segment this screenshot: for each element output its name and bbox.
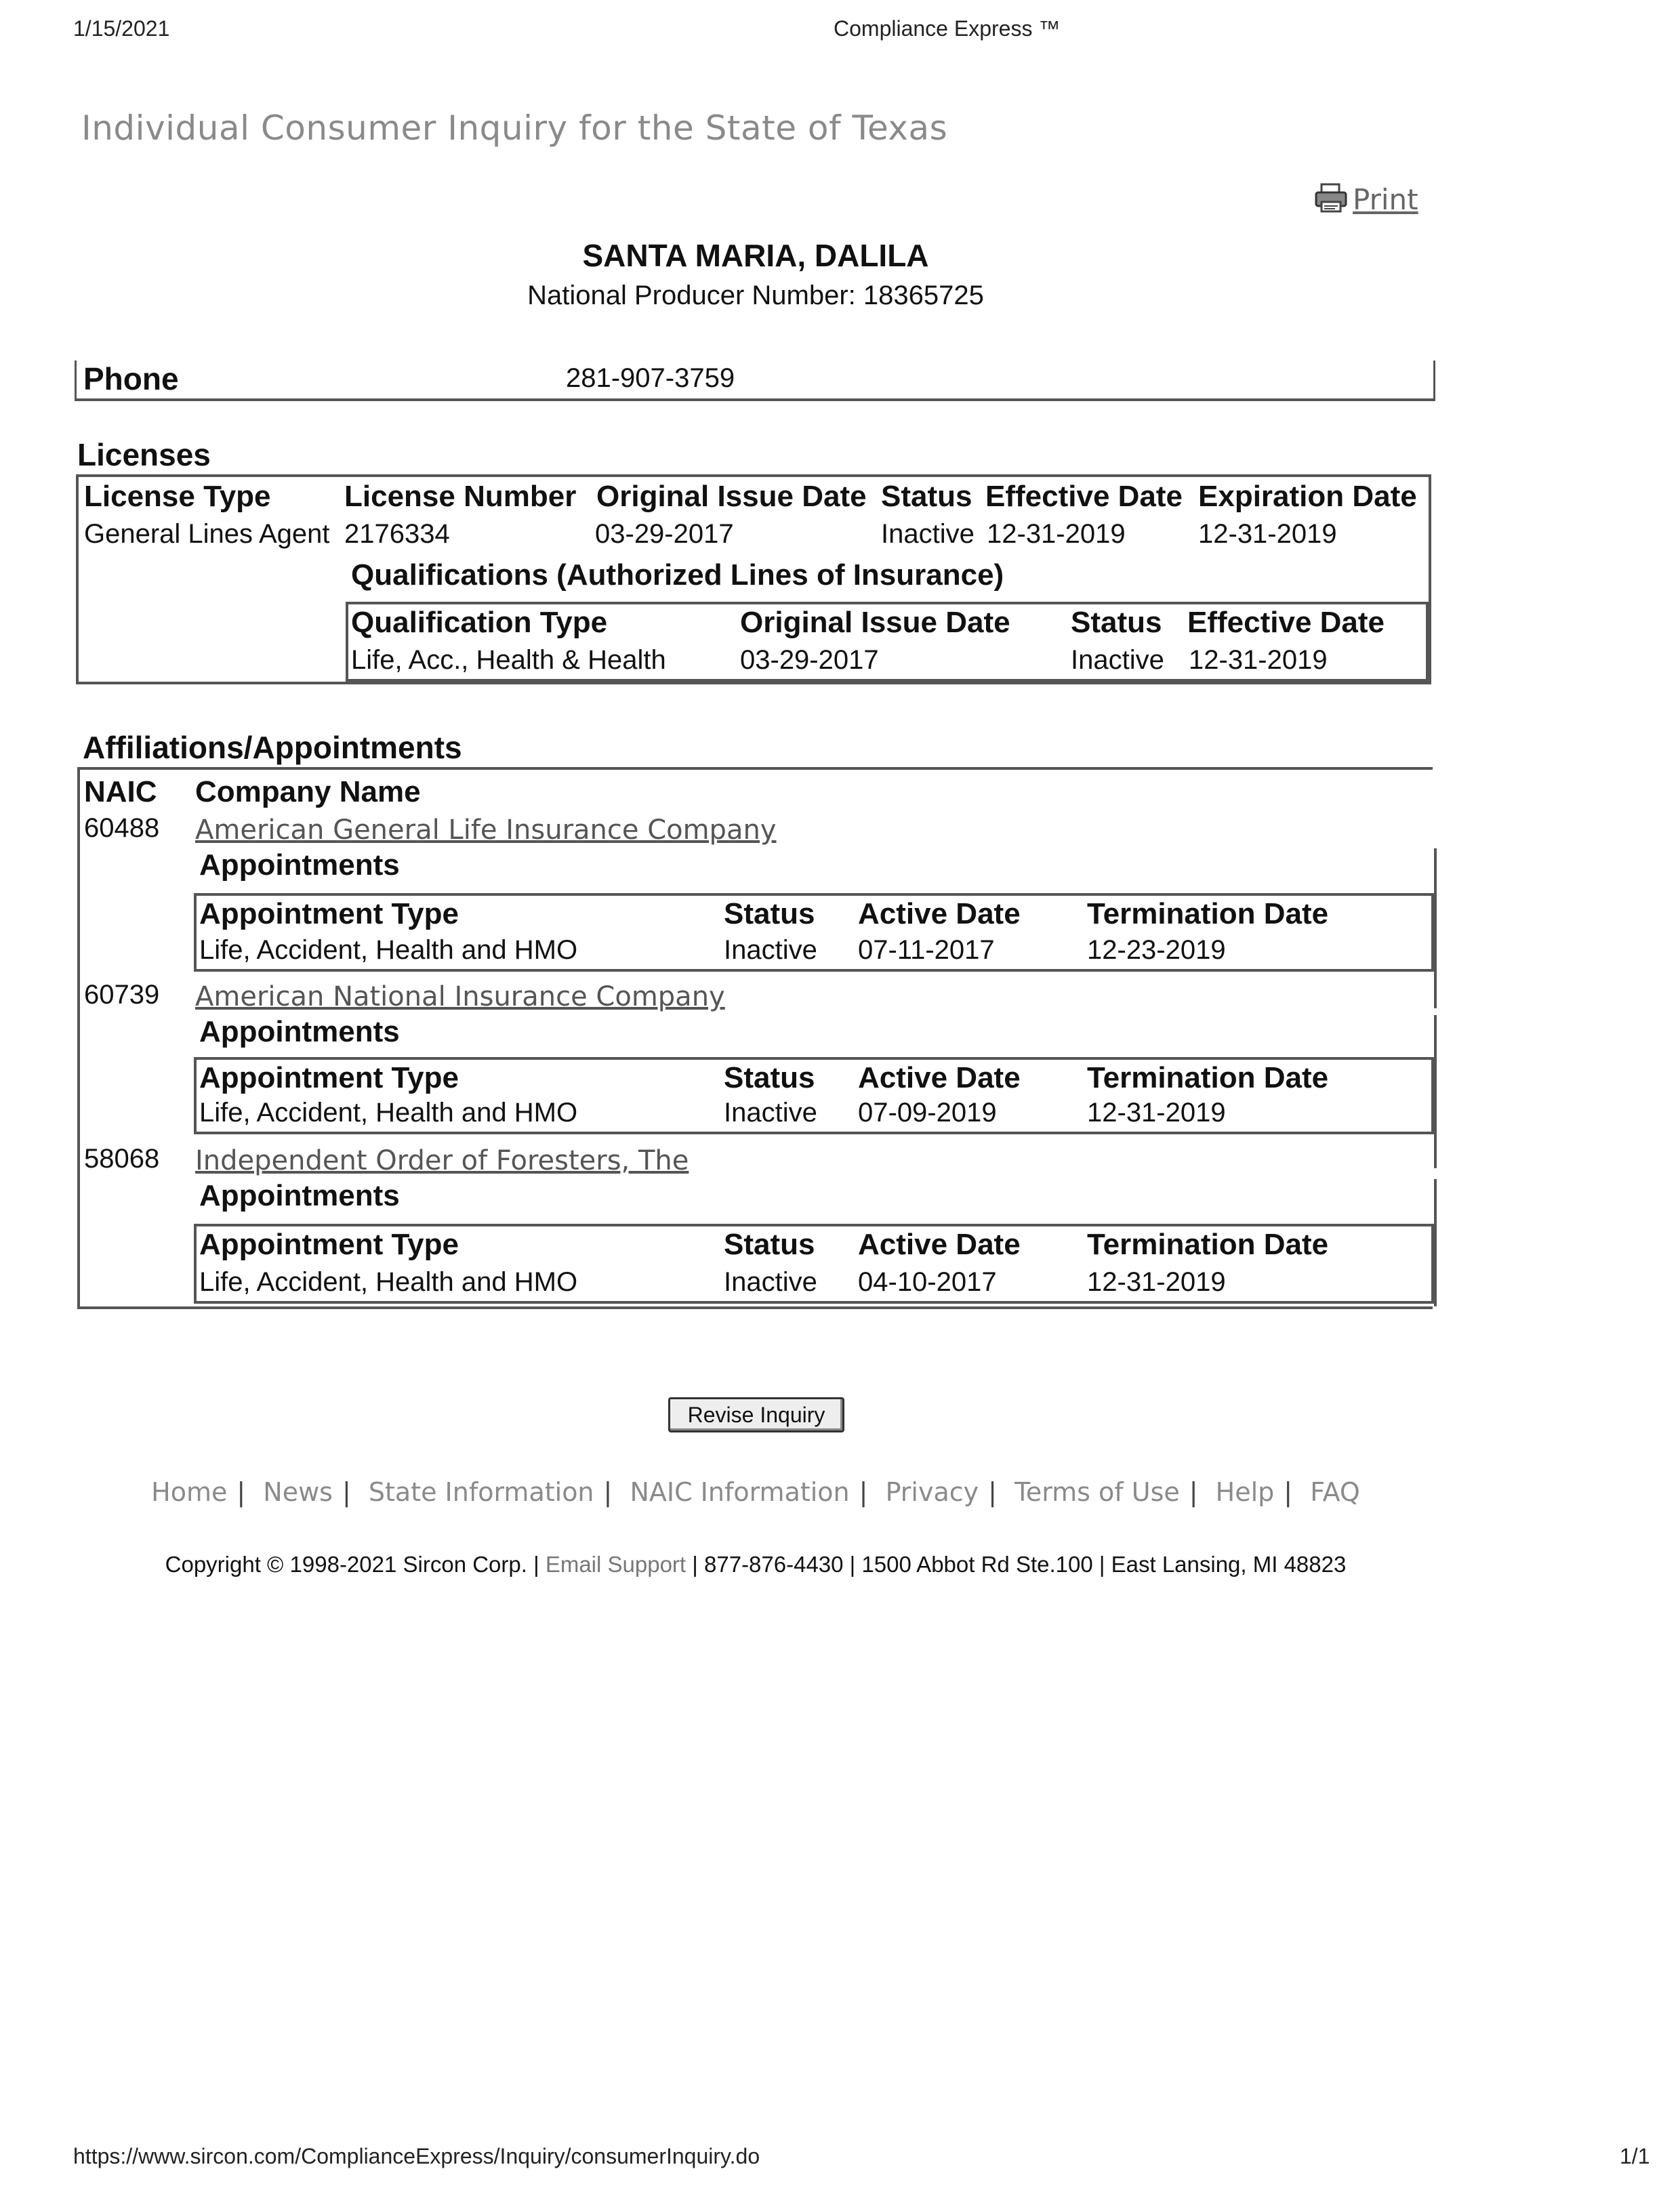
printer-icon <box>1313 182 1349 218</box>
license-type-value: General Lines Agent <box>84 519 330 549</box>
nav-separator: | <box>1189 1477 1198 1507</box>
col-termination-date: Termination Date <box>1087 1228 1329 1261</box>
col-active-date: Active Date <box>858 1228 1021 1261</box>
appt-status-value: Inactive <box>724 935 817 965</box>
appt-active-value: 04-10-2017 <box>858 1267 997 1297</box>
nav-separator: | <box>988 1477 997 1507</box>
col-qualification-type: Qualification Type <box>351 606 608 639</box>
print-app-title: Compliance Express ™ <box>834 16 1061 41</box>
affiliations-heading: Affiliations/Appointments <box>83 730 462 765</box>
appointments-table <box>194 1224 1434 1304</box>
license-effective-value: 12-31-2019 <box>987 519 1126 549</box>
appt-active-value: 07-11-2017 <box>858 935 995 965</box>
footer-link-terms-of-use[interactable]: Terms of Use <box>1015 1477 1180 1507</box>
appt-termination-value: 12-31-2019 <box>1087 1267 1226 1297</box>
qualifications-table <box>346 602 1429 682</box>
company-link[interactable]: American National Insurance Company <box>195 981 725 1012</box>
appt-type-value: Life, Accident, Health and HMO <box>199 1098 578 1128</box>
qual-status-value: Inactive <box>1071 645 1164 675</box>
copyright-suffix: | 877-876-4430 | 1500 Abbot Rd Ste.100 | East Lansing, MI 48823 <box>692 1552 1347 1577</box>
col-appointment-type: Appointment Type <box>199 1228 459 1261</box>
col-qual-issue-date: Original Issue Date <box>740 606 1010 639</box>
company-link[interactable]: Independent Order of Foresters, The <box>195 1145 689 1176</box>
col-active-date: Active Date <box>858 1061 1021 1094</box>
qual-effective-value: 12-31-2019 <box>1189 645 1328 675</box>
col-license-number: License Number <box>344 480 577 513</box>
col-appt-status: Status <box>724 1228 815 1261</box>
footer-link-naic-information[interactable]: NAIC Information <box>630 1477 850 1507</box>
affiliations-table <box>77 767 1433 1309</box>
footer-link-news[interactable]: News <box>263 1477 333 1507</box>
revise-inquiry-button[interactable]: Revise Inquiry <box>668 1397 844 1432</box>
license-status-value: Inactive <box>881 519 975 549</box>
appt-type-value: Life, Accident, Health and HMO <box>199 935 578 965</box>
col-naic: NAIC <box>84 775 157 808</box>
phone-value: 281-907-3759 <box>566 363 735 393</box>
nav-separator: | <box>237 1477 246 1507</box>
appointments-group <box>194 1179 1437 1306</box>
appt-status-value: Inactive <box>724 1098 817 1128</box>
nav-separator: | <box>603 1477 613 1507</box>
appointments-heading: Appointments <box>199 1179 400 1212</box>
appointments-table <box>194 1057 1434 1134</box>
licenses-table <box>76 474 1431 684</box>
footer-link-state-information[interactable]: State Information <box>368 1477 594 1507</box>
footer-link-privacy[interactable]: Privacy <box>885 1477 979 1507</box>
col-appointment-type: Appointment Type <box>199 1061 459 1094</box>
appt-active-value: 07-09-2019 <box>858 1098 997 1128</box>
col-active-date: Active Date <box>858 897 1021 930</box>
license-expiration-value: 12-31-2019 <box>1198 519 1337 549</box>
col-qual-status: Status <box>1071 606 1162 639</box>
col-appt-status: Status <box>724 1061 815 1094</box>
company-naic: 58068 <box>84 1144 160 1174</box>
company-naic: 60739 <box>84 980 160 1010</box>
phone-row <box>75 360 1435 401</box>
col-status: Status <box>881 480 972 513</box>
qual-issue-value: 03-29-2017 <box>740 645 879 675</box>
print-label[interactable]: Print <box>1353 183 1418 216</box>
page-title: Individual Consumer Inquiry for the State of Texas <box>81 108 948 148</box>
nav-separator: | <box>1284 1477 1293 1507</box>
license-issue-value: 03-29-2017 <box>595 519 734 549</box>
appt-status-value: Inactive <box>724 1267 817 1297</box>
col-company-name: Company Name <box>195 775 421 808</box>
col-qual-effective-date: Effective Date <box>1187 606 1385 639</box>
col-termination-date: Termination Date <box>1087 1061 1329 1094</box>
footer-link-home[interactable]: Home <box>151 1477 228 1507</box>
appointments-heading: Appointments <box>199 1015 400 1048</box>
licenses-heading: Licenses <box>77 437 211 472</box>
phone-label: Phone <box>83 361 179 396</box>
license-number-value: 2176334 <box>344 519 450 549</box>
nav-separator: | <box>859 1477 868 1507</box>
appt-type-value: Life, Accident, Health and HMO <box>199 1267 578 1297</box>
nav-separator: | <box>342 1477 351 1507</box>
appointments-table <box>194 893 1434 972</box>
col-appt-status: Status <box>724 897 815 930</box>
col-original-issue-date: Original Issue Date <box>596 480 867 513</box>
print-page-count: 1/1 <box>1620 2144 1650 2168</box>
footer-link-faq[interactable]: FAQ <box>1310 1477 1360 1507</box>
footer-nav <box>0 1477 1511 1507</box>
col-termination-date: Termination Date <box>1087 897 1329 930</box>
company-link[interactable]: American General Life Insurance Company <box>195 814 777 846</box>
copyright-prefix: Copyright © 1998-2021 Sircon Corp. | <box>165 1552 539 1577</box>
col-effective-date: Effective Date <box>985 480 1183 513</box>
col-expiration-date: Expiration Date <box>1198 480 1417 513</box>
appt-termination-value: 12-23-2019 <box>1087 935 1226 965</box>
appointments-heading: Appointments <box>199 848 400 882</box>
national-producer-number: National Producer Number: 18365725 <box>527 281 984 310</box>
producer-name: SANTA MARIA, DALILA <box>582 238 929 273</box>
col-license-type: License Type <box>84 480 271 513</box>
appt-termination-value: 12-31-2019 <box>1087 1098 1226 1128</box>
email-support-link[interactable]: Email Support <box>545 1552 687 1577</box>
qualifications-heading: Qualifications (Authorized Lines of Insurance) <box>351 558 1004 592</box>
footer-link-help[interactable]: Help <box>1215 1477 1275 1507</box>
copyright <box>0 1552 1511 1577</box>
print-link[interactable] <box>1313 182 1418 218</box>
print-url: https://www.sircon.com/ComplianceExpress/Inquiry/consumerInquiry.do <box>73 2144 760 2168</box>
print-date: 1/15/2021 <box>73 16 170 41</box>
qual-type-value: Life, Acc., Health & Health <box>351 645 666 675</box>
company-naic: 60488 <box>84 813 160 843</box>
col-appointment-type: Appointment Type <box>199 897 459 930</box>
